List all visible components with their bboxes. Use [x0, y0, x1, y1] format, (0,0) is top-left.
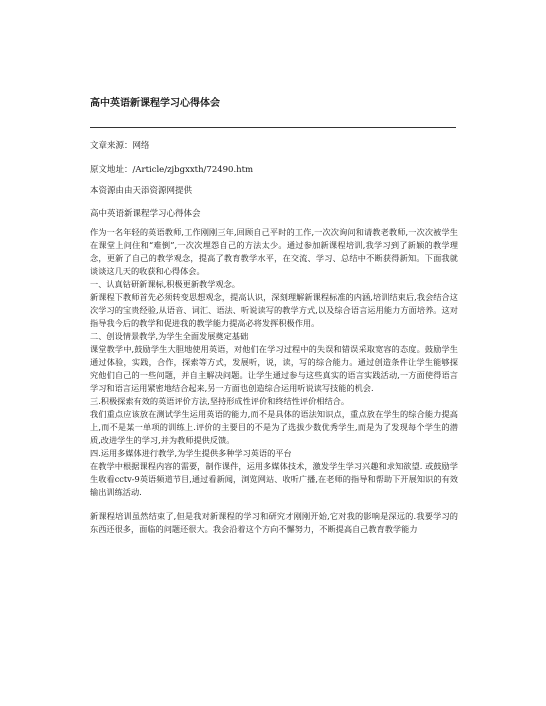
provider-line: 本资源由由天添资源网提供	[90, 186, 193, 196]
body-paragraph: 新课程下教师首先必须转变思想观念，提高认识，深刻理解新课程标准的内涵,培训结束后,我会结合这次学习的宝贵经验,从语音、词汇、语法、听说读写的教学方式,以及综合语言运用能力方面培养。这对指导我今后的教学和促进我的教学能力提高必将发挥积极作用。	[90, 292, 458, 328]
section-heading: 四.运用多媒体进行教学,为学生提供多种学习英语的平台	[90, 448, 292, 458]
document-title: 高中英语新课程学习心得体会	[90, 98, 220, 109]
closing-paragraph: 新课程培训虽然结束了,但是我对新课程的学习和研究才刚刚开始,它对我的影响是深远的.我要学习的东西还很多，面临的问题还很大。我会沿着这个方向不懈努力，不断提高自己教育教学能力	[90, 511, 458, 534]
section-heading: 一、认真钻研新课标,积极更新教学观念。	[90, 279, 240, 289]
body-paragraph: 我们重点应该放在测试学生运用英语的能力,而不是具体的语法知识点，重点放在学生的综合能力提高上,而不是某一单项的训练上.评价的主要目的不是为了选拔少数优秀学生,而是为了发现每个学生的潜质,改进学生的学习,并为教师提供反馈。	[90, 409, 458, 445]
source-line: 文章来源：网络	[90, 141, 150, 151]
title-divider	[90, 127, 456, 128]
article-body	[90, 226, 458, 536]
section-heading: 二、创设情景教学,为学生全面发展奠定基础	[90, 331, 249, 341]
body-paragraph: 在教学中根据课程内容的需要，制作课件，运用多媒体技术，激发学生学习兴趣和求知欲望. 或鼓励学生收看cctv-9英语频道节目,通过看新闻，浏览网站、收听广播,在老师的指导和帮助下开展知识的有效输出训练活动.	[90, 461, 458, 497]
section-heading: 三.积极探索有效的英语评价方法,坚持形成性评价和终结性评价相结合。	[90, 396, 350, 406]
body-paragraph: 课堂教学中,鼓励学生大胆地使用英语，对他们在学习过程中的失误和错误采取宽容的态度。鼓励学生通过体验，实践，合作，探索等方式，发展听，说，读，写的综合能力。通过创造条件让学生能够探究他们自己的一些问题，并自主解决问题。让学生通过参与这些真实的语言实践活动,一方面使得语言学习和语言运用紧密地结合起来,另一方面也创造综合运用听说读写技能的机会.	[90, 344, 458, 393]
address-line: 原文地址：/Article/zjbgxxth/72490.htm	[90, 165, 254, 175]
body-paragraph: 作为一名年轻的英语教师,工作刚刚三年,回顾自己平时的工作,一次次询问和请教老教师,一次次被学生在课堂上问住和“难倒”,一次次埋怨自己的方法太少。通过参加新课程培训,我学习到了新颖的教学理念，更新了自己的教学观念，提高了教育教学水平，在交流、学习、总结中不断获得新知。下面我就谈谈这几天的收获和心得体会。	[90, 227, 458, 276]
document-subtitle: 高中英语新课程学习心得体会	[90, 209, 201, 219]
